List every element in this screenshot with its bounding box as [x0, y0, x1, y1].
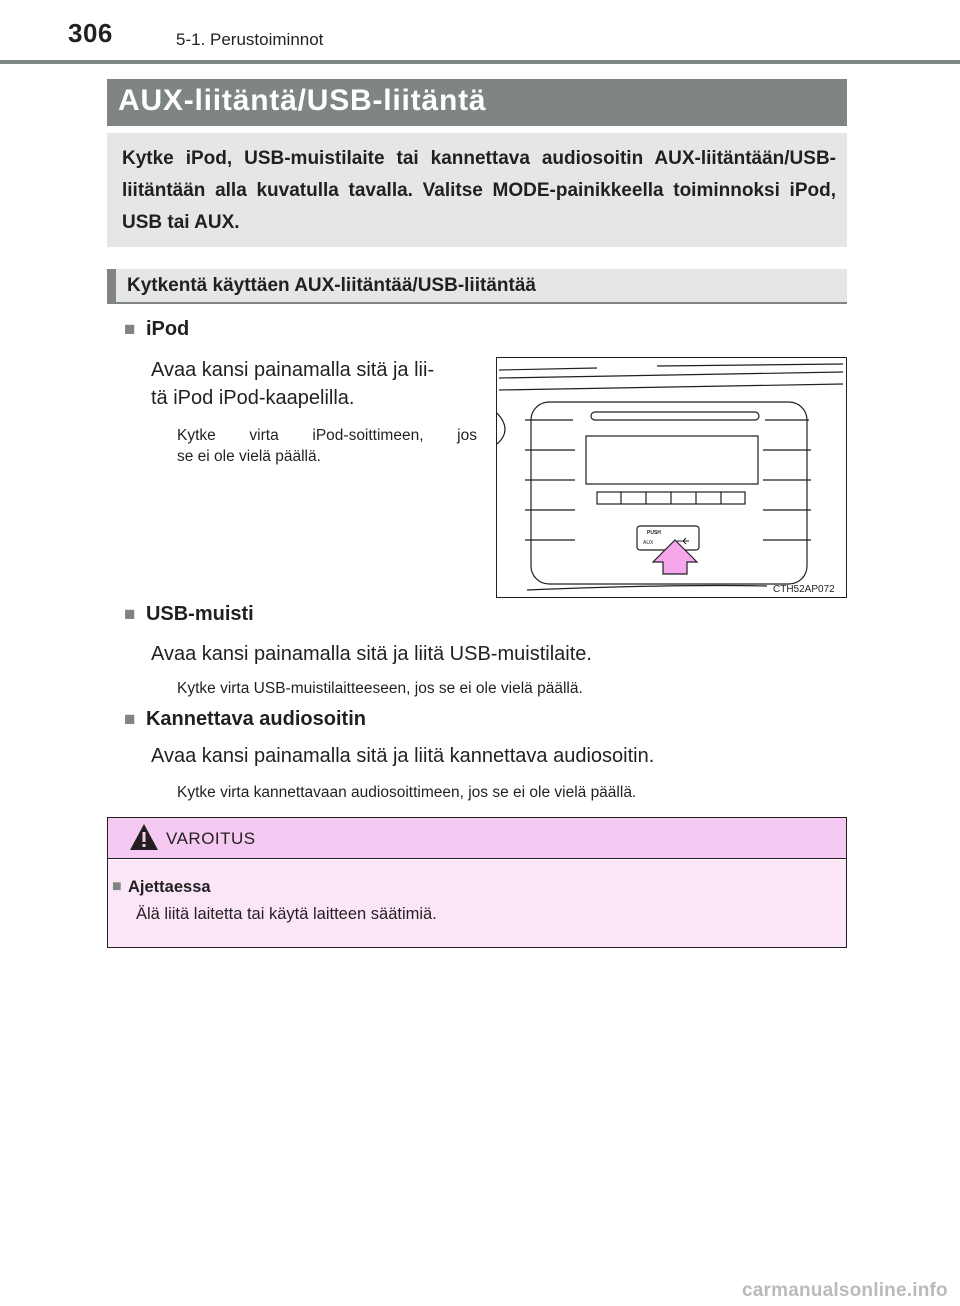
page-title: AUX-liitäntä/USB-liitäntä [118, 84, 487, 117]
item-note: Kytke virta kannettavaan audiosoittimeen, jos se ei ole vielä päällä. [177, 784, 637, 801]
item-heading: iPod [145, 318, 190, 340]
page-number: 306 [68, 18, 113, 48]
square-bullet-icon: ■ [124, 604, 136, 625]
subheading-stripe [107, 269, 116, 304]
item-heading: Kannettava audiosoitin [145, 708, 366, 730]
push-label: PUSH [647, 530, 661, 536]
item-body: Avaa kansi painamalla sitä ja liitä USB-muistilaite. [151, 643, 592, 665]
warning-body [108, 860, 846, 947]
stereo-figure [496, 357, 847, 598]
intro-text: Kytke iPod, USB-muistilaite tai kannettava audiosoitin AUX-liitäntään/USB-liitäntään alla kuvatulla tavalla. Valitse MODE-painikkeella toiminnoksi iPod, USB tai AUX. [122, 148, 836, 233]
warning-subheading-row [112, 878, 122, 896]
item-note-line: se ei ole vielä päällä. [177, 448, 321, 465]
square-bullet-icon: ■ [112, 878, 122, 895]
warning-text: Älä liitä laitetta tai käytä laitteen säätimiä. [136, 905, 437, 923]
square-bullet-icon: ■ [124, 319, 136, 340]
stereo-illustration [497, 358, 845, 596]
item-body-line: tä iPod iPod-kaapelilla. [151, 387, 355, 409]
watermark: carmanualsonline.info [742, 1280, 948, 1301]
item-heading: USB-muisti [145, 603, 254, 625]
section-label: 5-1. Perustoiminnot [176, 30, 324, 49]
warning-subheading: Ajettaessa [128, 878, 211, 896]
list-item-ipod [124, 318, 189, 341]
warning-triangle-icon [128, 822, 160, 852]
aux-label: AUX [643, 540, 654, 546]
item-body: Avaa kansi painamalla sitä ja liitä kannettava audiosoitin. [151, 745, 655, 767]
list-item-portable [124, 708, 366, 731]
figure-code: CTH52AP072 [773, 584, 835, 595]
subheading: Kytkentä käyttäen AUX-liitäntää/USB-liitäntää [127, 275, 536, 296]
warning-title: VAROITUS [166, 829, 256, 848]
item-body-line: Avaa kansi painamalla sitä ja lii- [151, 359, 435, 381]
up-arrow-icon [653, 540, 697, 574]
item-note-line: Kytke virta iPod-soittimeen, jos [177, 427, 477, 444]
header-rule [0, 60, 960, 64]
item-note: Kytke virta USB-muistilaitteeseen, jos se ei ole vielä päällä. [177, 680, 583, 697]
square-bullet-icon: ■ [124, 709, 136, 730]
list-item-usb [124, 603, 254, 626]
